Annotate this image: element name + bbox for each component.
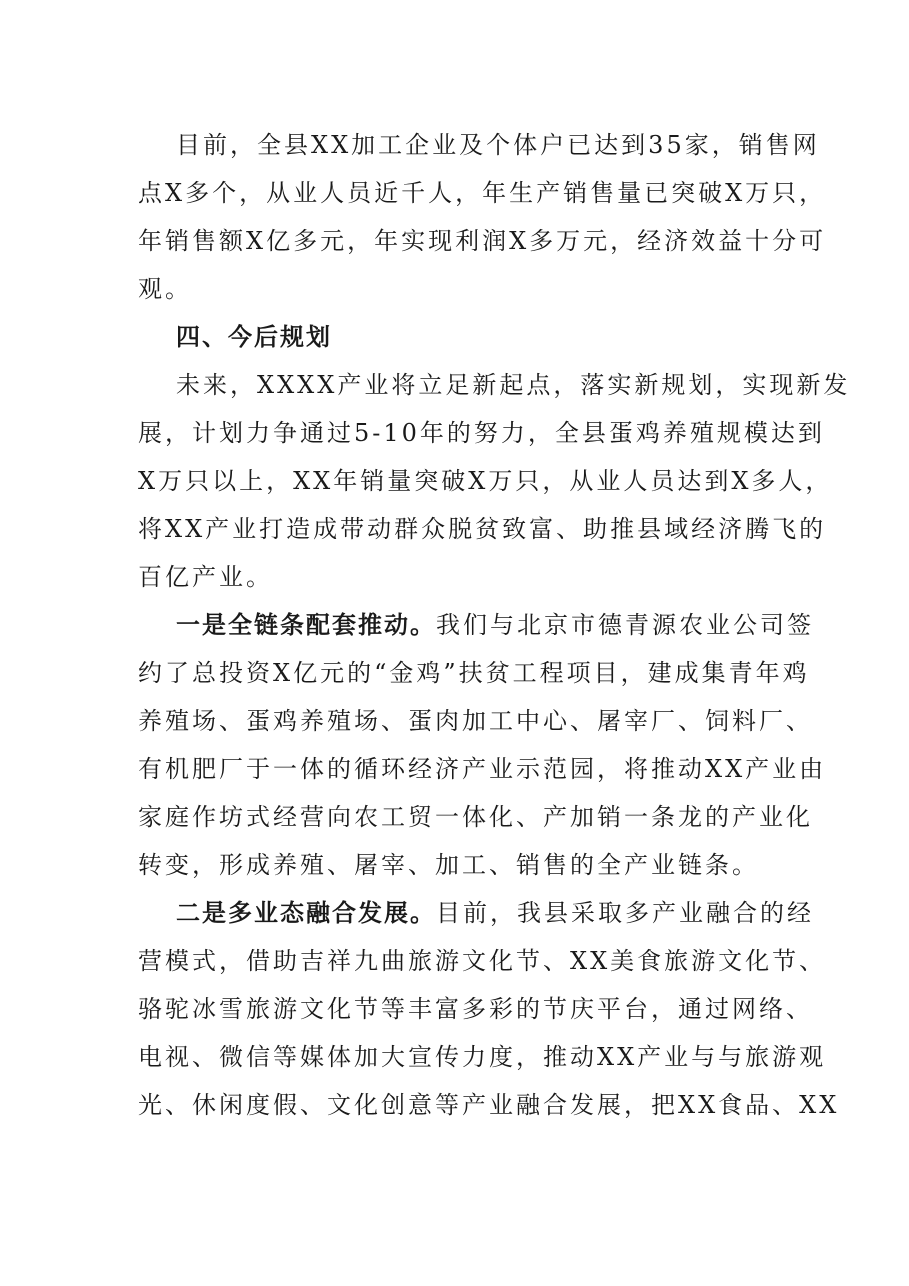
- paragraph-1-line-2: 点X多个，从业人员近千人，年生产销售量已突破X万只，: [138, 179, 827, 207]
- paragraph-3-line-2: 约了总投资X亿元的“金鸡”扶贫工程项目，建成集青年鸡: [138, 659, 810, 687]
- paragraph-1-line-3: 年销售额X亿多元，年实现利润X多万元，经济效益十分可: [138, 227, 827, 255]
- paragraph-4-line-4: 电视、微信等媒体加大宣传力度，推动XX产业与与旅游观: [138, 1043, 827, 1071]
- paragraph-1-line-4: 观。: [138, 275, 192, 303]
- paragraph-3-line-5: 家庭作坊式经营向农工贸一体化、产加销一条龙的产业化: [138, 803, 813, 831]
- paragraph-2-line-4: 将XX产业打造成带动群众脱贫致富、助推县域经济腾飞的: [138, 515, 827, 543]
- paragraph-3-line-1-text: 我们与北京市德青源农业公司签: [436, 611, 814, 639]
- paragraph-2-line-3: X万只以上，XX年销量突破X万只，从业人员达到X多人，: [138, 467, 833, 495]
- paragraph-4-line-2: 营模式，借助吉祥九曲旅游文化节、XX美食旅游文化节、: [138, 947, 827, 975]
- paragraph-4-lead: 二是多业态融合发展。: [176, 899, 436, 927]
- paragraph-4-line-1-text: 目前，我县采取多产业融合的经: [436, 899, 814, 927]
- paragraph-4-line-5: 光、休闲度假、文化创意等产业融合发展，把XX食品、XX: [138, 1091, 840, 1119]
- paragraph-2-line-2: 展，计划力争通过5-10年的努力，全县蛋鸡养殖规模达到: [138, 419, 825, 447]
- paragraph-4-line-3: 骆驼冰雪旅游文化节等丰富多彩的节庆平台，通过网络、: [138, 995, 813, 1023]
- paragraph-2-line-1: 未来，XXXX产业将立足新起点，落实新规划，实现新发: [176, 371, 851, 399]
- paragraph-3-line-6: 转变，形成养殖、屠宰、加工、销售的全产业链条。: [138, 851, 759, 879]
- paragraph-1-line-1: 目前，全县XX加工企业及个体户已达到35家，销售网: [176, 131, 820, 159]
- section-heading: 四、今后规划: [176, 323, 332, 351]
- paragraph-3-line-1: [176, 610, 814, 640]
- paragraph-3-line-4: 有机肥厂于一体的循环经济产业示范园，将推动XX产业由: [138, 755, 827, 783]
- paragraph-3-line-3: 养殖场、蛋鸡养殖场、蛋肉加工中心、屠宰厂、饲料厂、: [138, 707, 813, 735]
- paragraph-3-lead: 一是全链条配套推动。: [176, 611, 436, 639]
- paragraph-2-line-5: 百亿产业。: [138, 563, 273, 591]
- paragraph-4-line-1: [176, 898, 814, 928]
